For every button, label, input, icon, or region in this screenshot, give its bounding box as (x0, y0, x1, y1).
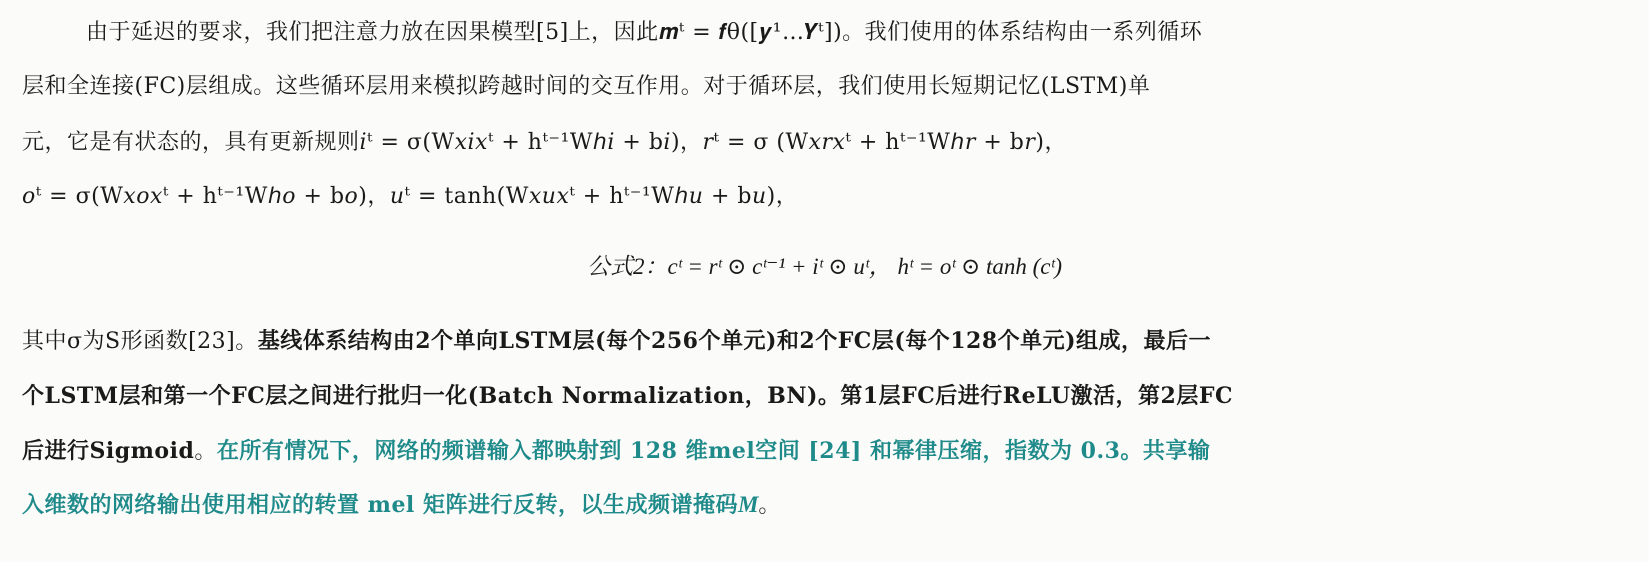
paragraph2-line3-punct: 。 (194, 439, 217, 464)
paragraph2-line2: 个LSTM层和第一个FC层之间进行批归一化(Batch Normalization，BN)。第1层FC后进行ReLU激活，第2层FC (22, 383, 1233, 409)
paragraph2-line1-plain: 其中σ为S形函数[23]。 (22, 329, 258, 354)
paragraph1-line1: 由于延迟的要求，我们把注意力放在因果模型[5]上，因此𝒎ᵗ = 𝒇θ([𝒚¹…𝒀ᵗ])。我们使用的体系结构由一系列循环 (86, 20, 1203, 45)
paragraph2-line4-punct: 。 (758, 493, 781, 518)
mask-symbol: M (737, 492, 759, 517)
paragraph2-line4-highlight: 入维数的网络输出使用相应的转置 mel 矩阵进行反转，以生成频谱掩码 (22, 492, 738, 518)
formula-2: 公式2：cᵗ = rᵗ ⊙ cᵗ⁻¹ + iᵗ ⊙ uᵗ， hᵗ = oᵗ ⊙ tanh (cᵗ) (587, 254, 1062, 279)
paragraph2-line3 (22, 436, 1210, 467)
paragraph1-line2: 层和全连接(FC)层组成。这些循环层用来模拟跨越时间的交互作用。对于循环层，我们使用长短期记忆(LSTM)单 (22, 74, 1151, 99)
paragraph2-line1-bold: 基线体系结构由2个单向LSTM层(每个256个单元)和2个FC层(每个128个单元)组成，最后一 (257, 328, 1212, 354)
paragraph1-line3: 元，它是有状态的，具有更新规则𝑖ᵗ = σ(W𝑥𝑖𝑥ᵗ + hᵗ⁻¹W𝘩𝑖 + b𝑖)，𝑟ᵗ = σ (W𝑥𝑟𝑥ᵗ + hᵗ⁻¹W𝘩𝑟 + b𝑟)， (22, 130, 1067, 155)
paragraph2-line4 (22, 490, 781, 521)
paragraph2-line1 (22, 326, 1211, 357)
paragraph2-line3-highlight: 在所有情况下，网络的频谱输入都映射到 128 维mel空间 [24] 和幂律压缩，指数为 0.3。共享输 (216, 438, 1211, 464)
paragraph2-line3-bold: 后进行Sigmoid (22, 438, 195, 464)
paragraph1-line4: 𝑜ᵗ = σ(W𝑥𝑜𝑥ᵗ + hᵗ⁻¹W𝘩𝑜 + b𝑜)，𝑢ᵗ = tanh(W𝑥𝑢𝑥ᵗ + hᵗ⁻¹W𝘩𝑢 + b𝑢)， (22, 184, 799, 209)
